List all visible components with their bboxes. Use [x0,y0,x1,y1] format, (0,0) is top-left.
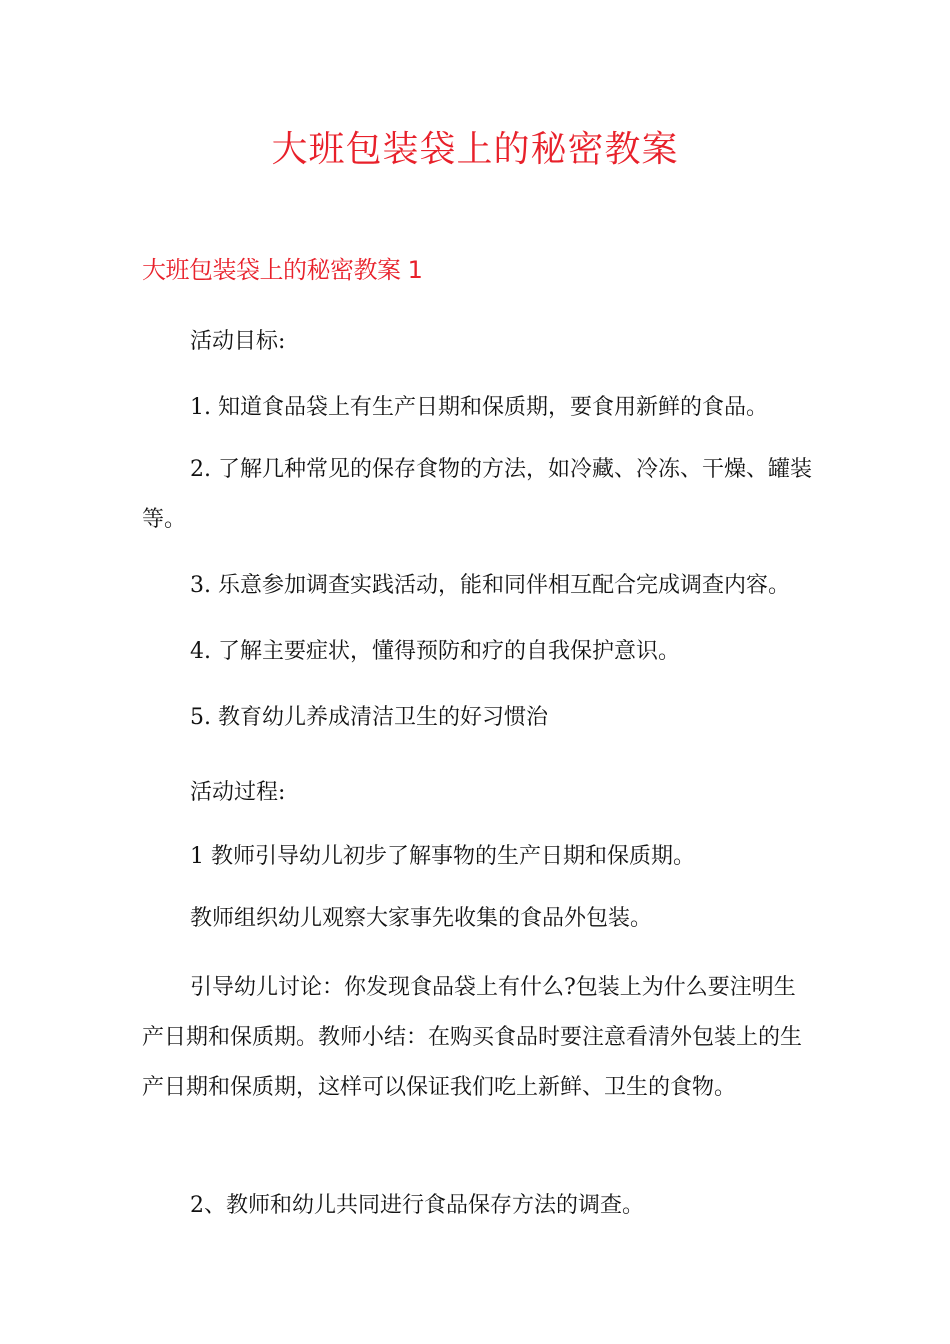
document-title: 大班包装袋上的秘密教案 [271,129,679,170]
paragraph-goal-2: 2. 了解几种常见的保存食物的方法，如冷藏、冷冻、干燥、罐装等。 [142,457,812,532]
section-heading: 大班包装袋上的秘密教案 1 [142,256,423,284]
paragraph-activity-process: 活动过程: [190,780,286,805]
paragraph-goal-4: 4. 了解主要症状，懂得预防和疗的自我保护意识。 [190,639,680,664]
paragraph-goal-1: 1. 知道食品袋上有生产日期和保质期，要食用新鲜的食品。 [190,395,768,420]
paragraph-process-1: 1 教师引导幼儿初步了解事物的生产日期和保质期。 [190,844,695,869]
paragraph-goal-3: 3. 乐意参加调查实践活动，能和同伴相互配合完成调查内容。 [190,573,790,598]
paragraph-discussion: 引导幼儿讨论：你发现食品袋上有什么?包装上为什么要注明生产日期和保质期。教师小结：在购买食品时要注意看清外包装上的生产日期和保质期，这样可以保证我们吃上新鲜、卫生的食物。 [142,975,803,1100]
paragraph-process-2: 2、教师和幼儿共同进行食品保存方法的调查。 [190,1193,644,1218]
paragraph-goal-5: 5. 教育幼儿养成清洁卫生的好习惯治 [190,705,548,730]
paragraph-observe-packaging: 教师组织幼儿观察大家事先收集的食品外包装。 [190,906,653,931]
paragraph-activity-goals: 活动目标: [190,329,286,354]
